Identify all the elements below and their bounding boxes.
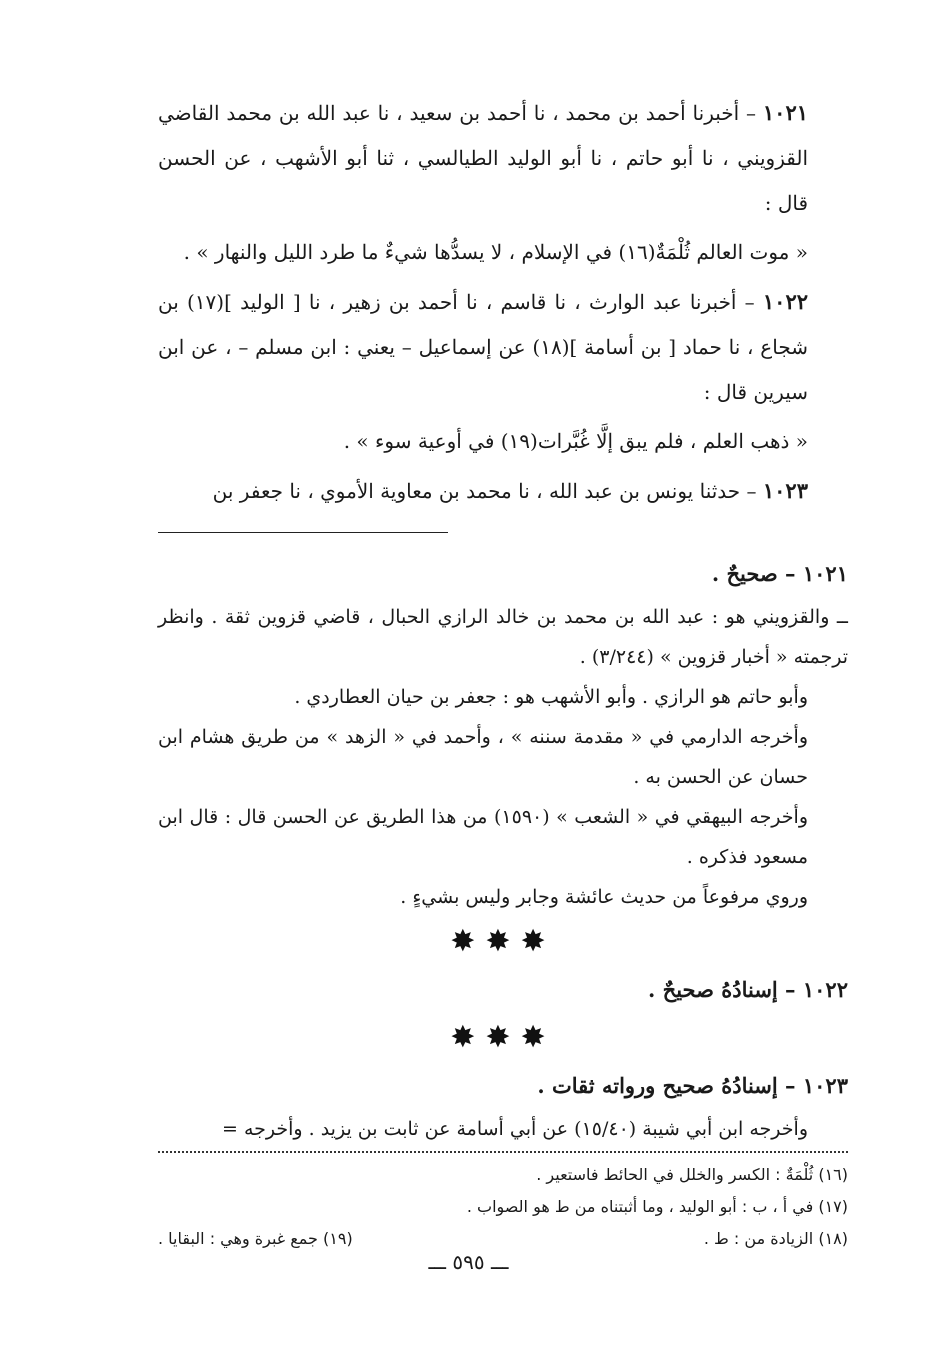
hadith-number: ١٠٢٢: [762, 289, 809, 314]
hadith-text: – أخبرنا أحمد بن محمد ، نا أحمد بن سعيد ، نا عبد الله بن محمد القاضي القزويني ، نا أبو حاتم ، نا أبو الوليد الطيالسي ، ثنا أبو الأشهب ، عن الحسن قال :: [158, 101, 808, 215]
page-number: ـــ ٥٩٥ ـــ: [428, 1250, 509, 1274]
hadith-number: ١٠٢٣: [762, 478, 808, 503]
note-head-1021: ١٠٢١ – صحيحٌ .: [711, 561, 848, 586]
page-body: [158, 90, 848, 1255]
note-line: وأبو حاتم هو الرازي . وأبو الأشهب هو : جعفر بن حيان العطاردي .: [294, 686, 808, 708]
hadith-text: – حدثنا يونس بن عبد الله ، نا محمد بن معاوية الأموي ، نا جعفر بن: [212, 479, 757, 503]
note-line: وأخرجه ابن أبي شيبة (١٥/٤٠) عن أبي أسامة عن ثابت بن يزيد . وأخرجه =: [222, 1118, 808, 1140]
footnote-17: (١٧) في أ ، ب : أبو الوليد ، وما أثبتناه من ط هو الصواب .: [466, 1197, 848, 1216]
note-line: وأخرجه البيهقي في « الشعب » (١٥٩٠) من هذا الطريق عن الحسن قال : قال ابن مسعود فذكره .: [158, 806, 808, 868]
footnote-divider: [158, 1151, 848, 1153]
hadith-1023: [158, 468, 848, 514]
note-line: وأخرجه الدارمي في « مقدمة سننه » ، وأحمد في « الزهد » من طريق هشام ابن حسان عن الحسن به .: [158, 726, 808, 788]
hadith-1021: [158, 90, 848, 226]
stars-separator: ✸✸✸: [450, 1020, 556, 1055]
footnote-19: (١٩) جمع غبرة وهي : البقايا .: [158, 1229, 353, 1248]
section-divider: [158, 532, 448, 533]
hadith-quote: « ذهب العلم ، فلم يبق إلَّا غُبَّرات(١٩) في أوعية سوء » .: [343, 429, 808, 453]
note-line: ــ والقزويني هو : عبد الله بن محمد بن خالد الرازي الحبال ، قاضي قزوين ثقة . وانظر ترجمته « أخبار قزوين » (٣/٢٤٤) .: [158, 606, 848, 668]
note-line: وروي مرفوعاً من حديث عائشة وجابر وليس بشيءٍ .: [400, 886, 808, 908]
hadith-text: – أخبرنا عبد الوارث ، نا قاسم ، نا أحمد بن زهير ، نا [ الوليد ](١٧) بن شجاع ، نا حماد [ بن أسامة ](١٨) عن إسماعيل – يعني : ابن مسلم – ، عن ابن سيرين قال :: [158, 290, 809, 404]
hadith-1022: [158, 279, 848, 415]
footnote-18: (١٨) الزيادة من : ط .: [703, 1229, 848, 1248]
note-head-1022: ١٠٢٢ – إسنادُهُ صحيحٌ .: [648, 977, 848, 1002]
note-head-1023: ١٠٢٣ – إسنادُهُ صحيح ورواته ثقات .: [537, 1073, 848, 1098]
stars-separator: ✸✸✸: [450, 924, 556, 959]
hadith-number: ١٠٢١: [762, 100, 809, 125]
footnote-16: (١٦) ثُلْمَةٌ : الكسر والخلل في الحائط فاستعير .: [536, 1165, 848, 1184]
hadith-quote: « موت العالم ثُلْمَةٌ(١٦) في الإسلام ، لا يسدُّها شيءٌ ما طرد الليل والنهار » .: [183, 240, 808, 264]
